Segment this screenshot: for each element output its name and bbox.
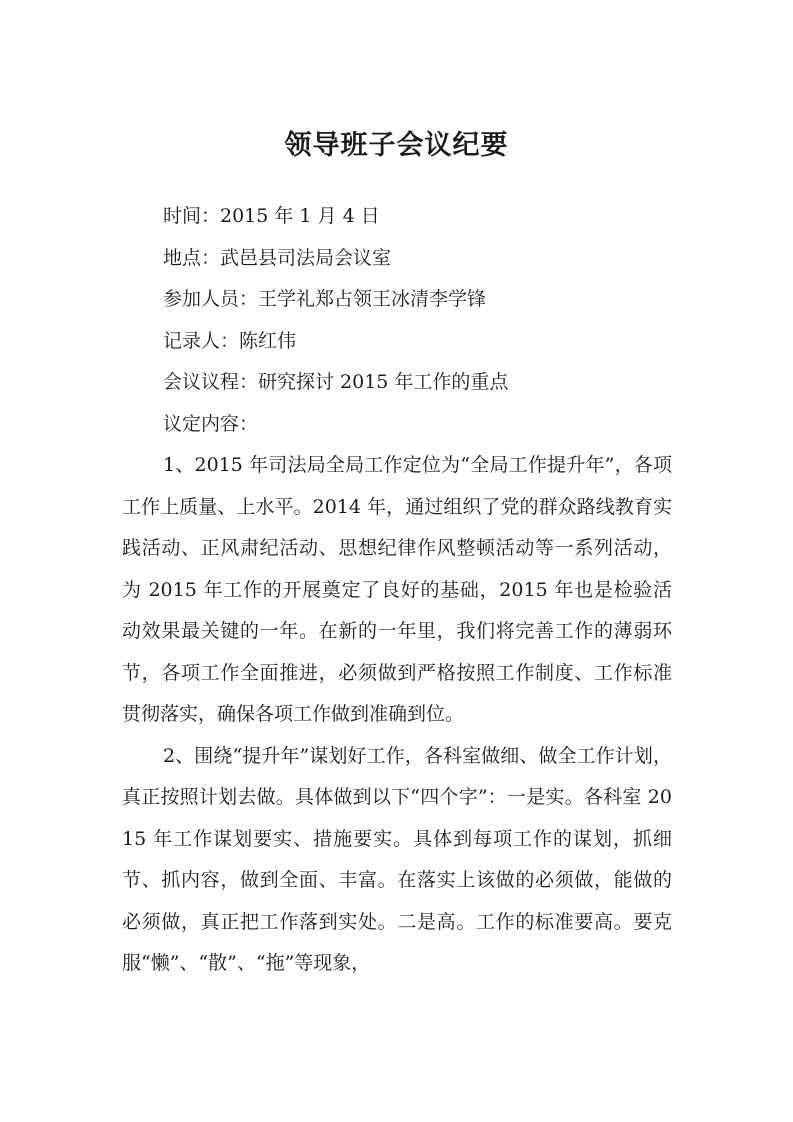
meeting-time: 时间：2015 年 1 月 4 日 xyxy=(163,205,380,227)
document-title: 领导班子会议纪要 xyxy=(284,130,509,161)
meeting-agenda: 会议议程：研究探讨 2015 年工作的重点 xyxy=(163,371,509,393)
resolutions-body xyxy=(122,445,672,985)
meeting-recorder: 记录人：陈红伟 xyxy=(163,329,297,352)
meeting-attendees: 参加人员：王学礼郑占领王冰清李学锋 xyxy=(163,288,487,310)
resolution-paragraph-2: 2、围绕“提升年”谋划好工作，各科室做细、做全工作计划，真正按照计划去做。具体做到以下“四个字”：一是实。各科室 2015 年工作谋划要实、措施要实。具体到每项工作的谋划，抓细节、抓内容，做到全面、丰富。在落实上该做的必须做，能做的必须做，真正把工作落到实处。二是高。工作的标准要高。要克服“懒”、“散”、“拖”等现象， xyxy=(122,744,672,974)
resolution-paragraph-1: 1、2015 年司法局全局工作定位为“全局工作提升年”，各项工作上质量、上水平。2014 年，通过组织了党的群众路线教育实践活动、正风肃纪活动、思想纪律作风整顿活动等一系列活动，为 2015 年工作的开展奠定了良好的基础，2015 年也是检验活动效果最关键的一年。在新的一年里，我们将完善工作的薄弱环节，各项工作全面推进，必须做到严格按照工作制度、工作标准贯彻落实，确保各项工作做到准确到位。 xyxy=(122,454,672,725)
resolutions-heading: 议定内容： xyxy=(163,412,259,435)
meeting-info xyxy=(163,196,683,445)
meeting-location: 地点：武邑县司法局会议室 xyxy=(163,246,392,269)
